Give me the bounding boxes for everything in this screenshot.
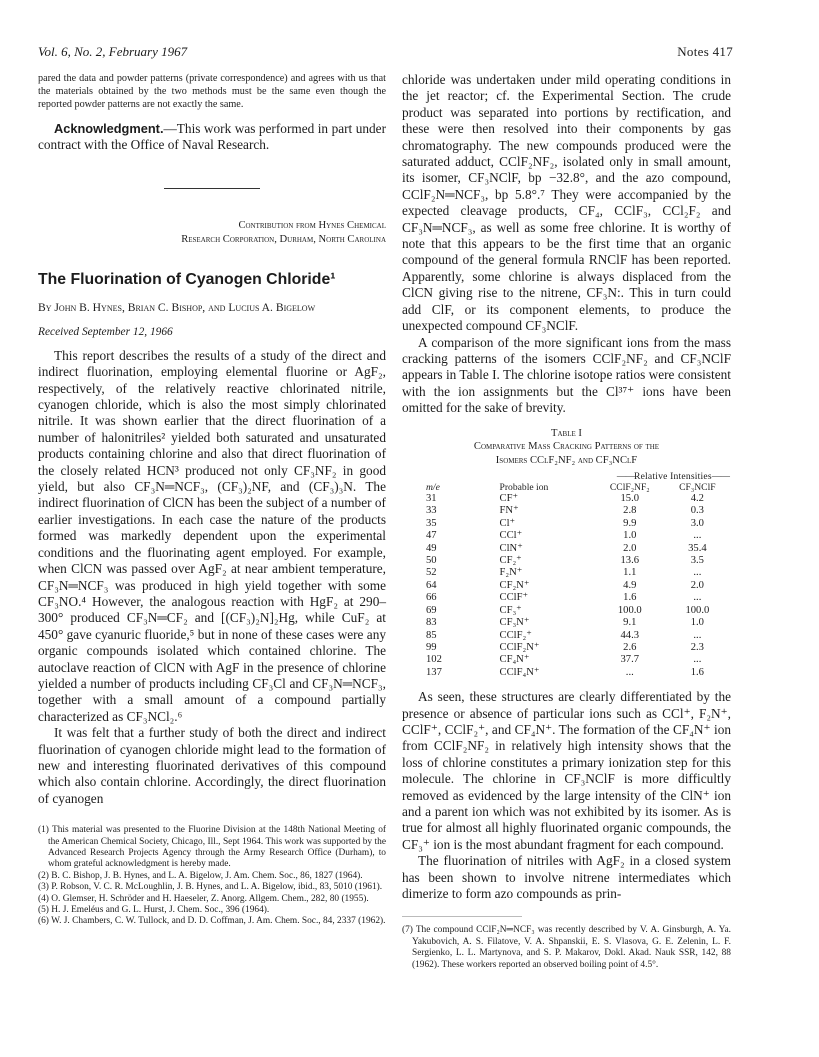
row-intensity-cclf2nf2: 44.3 bbox=[620, 629, 640, 641]
row-ion: CClF₂N⁺ bbox=[499, 641, 540, 653]
row-intensity-cf3nclf: 100.0 bbox=[685, 604, 710, 616]
table-title-line-2: Isomers CClF₂NF₂ and CF₃NClF bbox=[495, 454, 638, 466]
row-intensity-cf3nclf: 4.2 bbox=[690, 493, 704, 505]
journal-volume-issue: Vol. 6, No. 2, February 1967 bbox=[38, 44, 188, 59]
acknowledgment-text: —This work was performed in part under contract with the Office of Naval Research. bbox=[38, 121, 386, 153]
table-row bbox=[402, 654, 731, 666]
row-intensity-cclf2nf2: 13.6 bbox=[620, 555, 640, 567]
row-ion: Cl⁺ bbox=[499, 517, 516, 529]
row-ion: ClN⁺ bbox=[499, 542, 523, 554]
table-row bbox=[402, 605, 731, 617]
row-intensity-cclf2nf2: 1.0 bbox=[623, 530, 637, 542]
article-separator-rule bbox=[164, 188, 260, 189]
row-mz: 69 bbox=[426, 604, 437, 616]
table-label: Table I bbox=[551, 427, 582, 439]
footnote-6: (6) W. J. Chambers, C. W. Tullock, and D. D. Coffman, J. Am. Chem. Soc., 84, 2337 (1962). bbox=[38, 916, 386, 927]
body-paragraph-5: As seen, these structures are clearly differentiated by the presence or absence of particular ions such as CCl⁺, F₂N⁺, CClF⁺, CClF₂⁺, and CF₄N⁺. The formation of the CF₄N⁺ ion from CClF₂NF₂ in relatively high intensity shows that the loss of chlorine constitutes a primary ionization step for this molecule. The chlorine in CF₃NClF is more difficultly removed as evidenced by the large intensity of the ClN⁺ ion and a parent ion which was not exhibited by its isomer. As is true for almost all highly fluorinated organic compounds, the CF₃⁺ ion is the most abundant fragment for each compound. bbox=[402, 689, 731, 852]
row-mz: 85 bbox=[426, 629, 437, 641]
body-paragraph-2: It was felt that a further study of both the direct and indirect fluorination of cyanogen chloride might lead to the formation of new and interesting fluorinated derivatives of this compound which also contain chlorine. Accordingly, the direct fluorination of cyanogen bbox=[38, 725, 386, 806]
relative-intensities-header: ——Relative Intensities—— bbox=[616, 471, 729, 483]
table-row bbox=[402, 505, 731, 517]
row-ion: CClF₂⁺ bbox=[499, 629, 532, 641]
body-paragraph-6: The fluorination of nitriles with AgF₂ in a closed system has been shown to involve nitrene intermediates which dimerize to form azo compounds as prin- bbox=[402, 853, 731, 901]
row-mz: 49 bbox=[426, 542, 437, 554]
row-mz: 66 bbox=[426, 592, 437, 604]
body-paragraph-4: A comparison of the more significant ions from the mass cracking patterns of the isomers CClF₂NF₂ and CF₃NClF appears in Table I. The chlorine isotope ratios were consistent with the ion assignments but the Cl³⁷⁺ ions have been omitted for the sake of brevity. bbox=[402, 334, 731, 416]
footnote-7: (7) The compound CClF₂N═NCF₃ was recently described by V. A. Ginsburgh, A. Ya. Yakubovich, A. S. Filatove, V. A. Shpanskii, E. S. Vlasova, G. E. Zelenin, L. F. Sergienko, L. L. Martynova, and S. P. Makarov, Dokl. Akad. Nauk SSR, 142, 88 (1962). These workers reported an observed boiling point of 4.5°. bbox=[402, 925, 731, 970]
row-mz: 102 bbox=[426, 654, 442, 666]
row-intensity-cclf2nf2: 100.0 bbox=[617, 604, 642, 616]
row-intensity-cclf2nf2: ... bbox=[625, 666, 634, 678]
row-mz: 33 bbox=[426, 505, 437, 517]
row-intensity-cf3nclf: 2.3 bbox=[690, 641, 704, 653]
body-paragraph-3: chloride was undertaken under mild operating conditions in the jet reactor; cf. the Experimental Section. The crude product was separated into portions by rectification, and these were then resolved into their components by gas chromatography. The new compounds produced were the saturated adduct, CClF₂NF₂, isolated only in small amount, its isomer, CF₃NClF, bp −32.8°, and the azo compound, CClF₂N═NCF₃, bp 5.8°.⁷ They were accompanied by the expected cleavage products, CF₄, CClF₃, CCl₂F₂ and CF₃N═NCF₃, as well as some free chlorine. It is worthy of note that this appears to be the first time that an organic compound of the general formula RNClF has been reported. Apparently, some chlorine is always displaced from the ClCN giving rise to the nitrene, CF₃N:. This in turn could add ClF, or its component elements, to produce the unexpected compound CF₃NClF. bbox=[402, 72, 731, 334]
row-intensity-cclf2nf2: 2.0 bbox=[623, 542, 637, 554]
row-ion: CF₂N⁺ bbox=[499, 579, 530, 591]
row-intensity-cf3nclf: 3.0 bbox=[690, 517, 704, 529]
row-intensity-cf3nclf: 3.5 bbox=[690, 555, 704, 567]
row-intensity-cf3nclf: ... bbox=[693, 530, 702, 542]
row-mz: 47 bbox=[426, 530, 437, 542]
table-row bbox=[402, 667, 731, 679]
row-mz: 64 bbox=[426, 579, 437, 591]
column-header-probable-ion: Probable ion bbox=[499, 482, 549, 494]
row-ion: CF₃⁺ bbox=[499, 604, 522, 616]
table-row bbox=[402, 617, 731, 629]
section-and-page-number: Notes 417 bbox=[677, 44, 733, 59]
row-intensity-cf3nclf: 35.4 bbox=[688, 542, 707, 554]
row-ion: CClF₄N⁺ bbox=[499, 666, 540, 678]
relative-intensities-label: Relative Intensities bbox=[634, 471, 712, 483]
row-intensity-cclf2nf2: 9.1 bbox=[623, 617, 637, 629]
row-mz: 35 bbox=[426, 517, 437, 529]
row-intensity-cclf2nf2: 2.6 bbox=[623, 641, 637, 653]
previous-article-continuation: pared the data and powder patterns (private correspondence) and agrees with us that the materials obtained by the two methods must be the same even though the reported powder patterns are not exactly the same. bbox=[38, 73, 386, 110]
footnote-1: (1) This material was presented to the Fluorine Division at the 148th National Meeting of the American Chemical Society, Chicago, Ill., Sept 1964. This work was supported by the Advanced Research Projects Agency through the Army Research Office (Durham), to whom grateful acknowledgment is hereby made. bbox=[38, 825, 386, 870]
row-intensity-cclf2nf2: 37.7 bbox=[620, 654, 640, 666]
row-mz: 31 bbox=[426, 493, 437, 505]
column-header-mz: m/e bbox=[426, 482, 440, 494]
table-row bbox=[402, 580, 731, 592]
row-intensity-cclf2nf2: 4.9 bbox=[623, 579, 637, 591]
table-row bbox=[402, 518, 731, 530]
received-date: Received September 12, 1966 bbox=[38, 325, 173, 338]
table-row bbox=[402, 642, 731, 654]
article-title: The Fluorination of Cyanogen Chloride¹ bbox=[38, 270, 336, 288]
table-row bbox=[402, 555, 731, 567]
row-intensity-cclf2nf2: 2.8 bbox=[623, 505, 637, 517]
contribution-line-2: Research Corporation, Durham, North Carolina bbox=[181, 234, 386, 246]
table-title-line-1: Comparative Mass Cracking Patterns of the bbox=[473, 441, 660, 453]
row-ion: CF⁺ bbox=[499, 493, 519, 505]
table-1 bbox=[402, 427, 731, 680]
row-intensity-cclf2nf2: 9.9 bbox=[623, 517, 637, 529]
row-intensity-cf3nclf: ... bbox=[693, 654, 702, 666]
row-mz: 50 bbox=[426, 555, 437, 567]
row-intensity-cclf2nf2: 15.0 bbox=[620, 493, 640, 505]
row-ion: F₂N⁺ bbox=[499, 567, 523, 579]
row-ion: CClF⁺ bbox=[499, 592, 529, 604]
footnote-5: (5) H. J. Emeléus and G. L. Hurst, J. Chem. Soc., 396 (1964). bbox=[38, 905, 270, 916]
row-intensity-cf3nclf: 2.0 bbox=[690, 579, 704, 591]
contribution-affiliation bbox=[38, 219, 386, 248]
row-mz: 137 bbox=[426, 666, 442, 678]
row-ion: CF₄N⁺ bbox=[499, 654, 530, 666]
article-authors: By John B. Hynes, Brian C. Bishop, and Lucius A. Bigelow bbox=[38, 300, 316, 314]
footnote-3: (3) P. Robson, V. C. R. McLoughlin, J. B. Hynes, and L. A. Bigelow, ibid., 83, 5010 (1961). bbox=[38, 882, 383, 893]
table-row bbox=[402, 543, 731, 555]
column-header-cf3nclf: CF₃NClF bbox=[679, 482, 716, 494]
running-header bbox=[38, 44, 733, 62]
footnote-separator bbox=[402, 916, 522, 917]
table-row bbox=[402, 567, 731, 579]
row-intensity-cf3nclf: 1.6 bbox=[690, 666, 704, 678]
row-intensity-cf3nclf: 1.0 bbox=[690, 617, 704, 629]
row-mz: 52 bbox=[426, 567, 437, 579]
row-ion: FN⁺ bbox=[499, 505, 519, 517]
footnote-4: (4) O. Glemser, H. Schröder and H. Haeseler, Z. Anorg. Allgem. Chem., 282, 80 (1955). bbox=[38, 893, 369, 904]
table-row bbox=[402, 592, 731, 604]
row-intensity-cf3nclf: 0.3 bbox=[690, 505, 704, 517]
acknowledgment bbox=[38, 121, 386, 154]
table-row bbox=[402, 630, 731, 642]
table-body bbox=[402, 493, 731, 679]
right-column bbox=[402, 72, 731, 971]
row-intensity-cclf2nf2: 1.6 bbox=[623, 592, 637, 604]
row-ion: CF₃N⁺ bbox=[499, 617, 530, 629]
row-ion: CCl⁺ bbox=[499, 530, 523, 542]
table-row bbox=[402, 493, 731, 505]
mass-cracking-table bbox=[402, 471, 731, 679]
footnote-2: (2) B. C. Bishop, J. B. Hynes, and L. A. Bigelow, J. Am. Chem. Soc., 86, 1827 (1964). bbox=[38, 870, 363, 881]
footnotes-left bbox=[38, 825, 386, 928]
row-intensity-cf3nclf: ... bbox=[693, 592, 702, 604]
acknowledgment-heading: Acknowledgment. bbox=[54, 121, 164, 136]
row-intensity-cf3nclf: ... bbox=[693, 629, 702, 641]
left-column bbox=[38, 72, 386, 928]
row-ion: CF₂⁺ bbox=[499, 555, 522, 567]
body-paragraph-1: This report describes the results of a study of the direct and indirect fluorination, employing elemental fluorine or AgF₂, respectively, of the relatively reactive chlorinated nitrile, cyanogen chloride, which is also the most simply chlorinated nitrile. It was shown earlier that the direct fluorination of a number of halonitriles² yielded both saturated and unsaturated products containing chlorine and also that direct fluorination of the closely related HCN³ produced not only CF₃NF₂ in good yield, but also CF₃N═NCF₃, (CF₃)₂NF, and (CF₃)₃N. The indirect fluorination of ClCN has been the subject of a number of earlier investigations. In each case the nature of the products formed was markedly dependent upon the experimental conditions and the fluorinating agent employed. For example, when ClCN was passed over AgF₂ at near ambient temperature, CF₃N═NCF₃ was produced in high yield together with some CF₃NO.⁴ However, the analogous reaction with HgF₂ at 290–300° produced CF₃N═CF₂ and [(CF₃)₂N]₂Hg, while CuF₂ at 450° gave cyanuric fluoride,⁵ but in none of these cases were any organic compounds isolated which contained chlorine. The autoclave reaction of ClCN with AgF in the presence of chlorine yielded a number of products including CF₃Cl and CF₃N═NCF₃, together with a small amount of a compound partially characterized as CF₃NCl₂.⁶ bbox=[38, 347, 386, 724]
column-header-cclf2nf2: CClF₂NF₂ bbox=[609, 482, 650, 494]
row-intensity-cf3nclf: ... bbox=[693, 567, 702, 579]
table-row bbox=[402, 530, 731, 542]
row-mz: 99 bbox=[426, 641, 437, 653]
contribution-line-1: Contribution from Hynes Chemical bbox=[238, 219, 386, 231]
row-intensity-cclf2nf2: 1.1 bbox=[623, 567, 637, 579]
row-mz: 83 bbox=[426, 617, 437, 629]
